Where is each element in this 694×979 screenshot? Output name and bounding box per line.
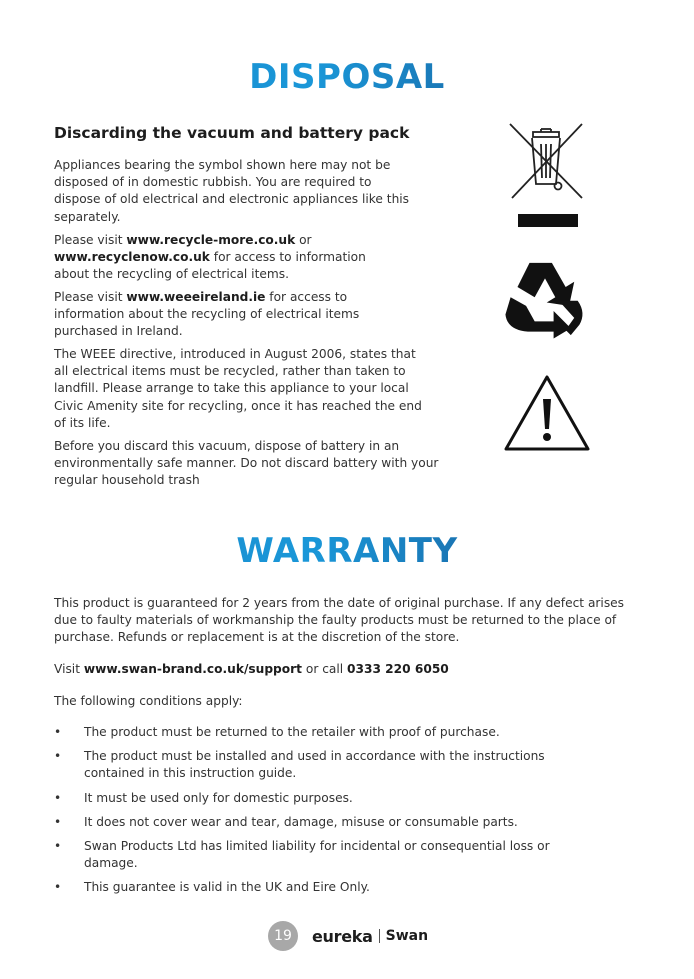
weee-bin-icon <box>508 122 586 230</box>
disposal-paragraph-2 <box>54 232 394 284</box>
list-item: • This guarantee is valid in the UK and Eire Only. <box>54 879 644 896</box>
warranty-paragraph: This product is guaranteed for 2 years from the date of original purchase. If any defect arises due to faulty materials of workmanship the faulty products must be returned to the place of purchase. Refunds or replacement is at the discretion of the store. <box>54 596 625 645</box>
warranty-title: WARRANTY <box>0 534 694 568</box>
warning-icon <box>502 373 592 453</box>
text: or <box>295 233 312 247</box>
swan-logo: Swan <box>385 928 429 944</box>
phone-number: 0333 220 6050 <box>347 662 449 676</box>
link-recycle-more[interactable]: www.recycle-more.co.uk <box>126 233 296 247</box>
eureka-logo: eureka <box>312 926 373 946</box>
link-swan-support[interactable]: www.swan-brand.co.uk/support <box>83 662 302 676</box>
text: Please visit <box>54 233 127 247</box>
page-number: 19 <box>268 921 298 951</box>
link-recyclenow[interactable]: www.recyclenow.co.uk <box>54 250 210 265</box>
list-item: • Swan Products Ltd has limited liability for incidental or consequential loss or damage. <box>54 838 554 872</box>
list-item: • The product must be returned to the retailer with proof of purchase. <box>54 724 574 741</box>
list-item: • It must be used only for domestic purposes. <box>54 790 644 807</box>
list-item: • It does not cover wear and tear, damage, misuse or consumable parts. <box>54 814 644 831</box>
disposal-title: DISPOSAL <box>0 60 694 94</box>
text: or call <box>301 662 348 676</box>
disposal-paragraph-5: Before you discard this vacuum, dispose of battery in an environmentally safe manner. Do not discard battery with your regular household trash <box>54 439 439 488</box>
list-item: • The product must be installed and used in accordance with the instructions contained in this instruction guide. <box>54 748 594 782</box>
disposal-paragraph-4: The WEEE directive, introduced in August 2006, states that all electrical items must be recycled, rather than taken to landfill. Please arrange to take this appliance to your local Civic Amenity site for recycling, once it has reached the end of its life. <box>54 347 422 430</box>
brand-divider <box>379 929 380 943</box>
disposal-paragraph-3 <box>54 289 399 341</box>
text: for access to information about the recycling of electrical items. <box>54 250 366 282</box>
link-weeeireland[interactable]: www.weeeireland.ie <box>126 290 266 304</box>
text: for access to information about the recycling of electrical items purchased in Ireland. <box>54 290 360 339</box>
page-footer <box>268 920 428 952</box>
disposal-subtitle: Discarding the vacuum and battery pack <box>54 124 410 142</box>
warranty-contact <box>54 661 644 678</box>
text: Please visit <box>54 290 127 304</box>
conditions-intro: The following conditions apply: <box>54 694 243 708</box>
text: Visit <box>54 662 84 676</box>
recycle-icon <box>502 256 588 342</box>
conditions-list <box>54 724 644 904</box>
disposal-paragraph-1: Appliances bearing the symbol shown here may not be disposed of in domestic rubbish. You are required to dispose of old electrical and electronic appliances like this separately. <box>54 158 410 224</box>
